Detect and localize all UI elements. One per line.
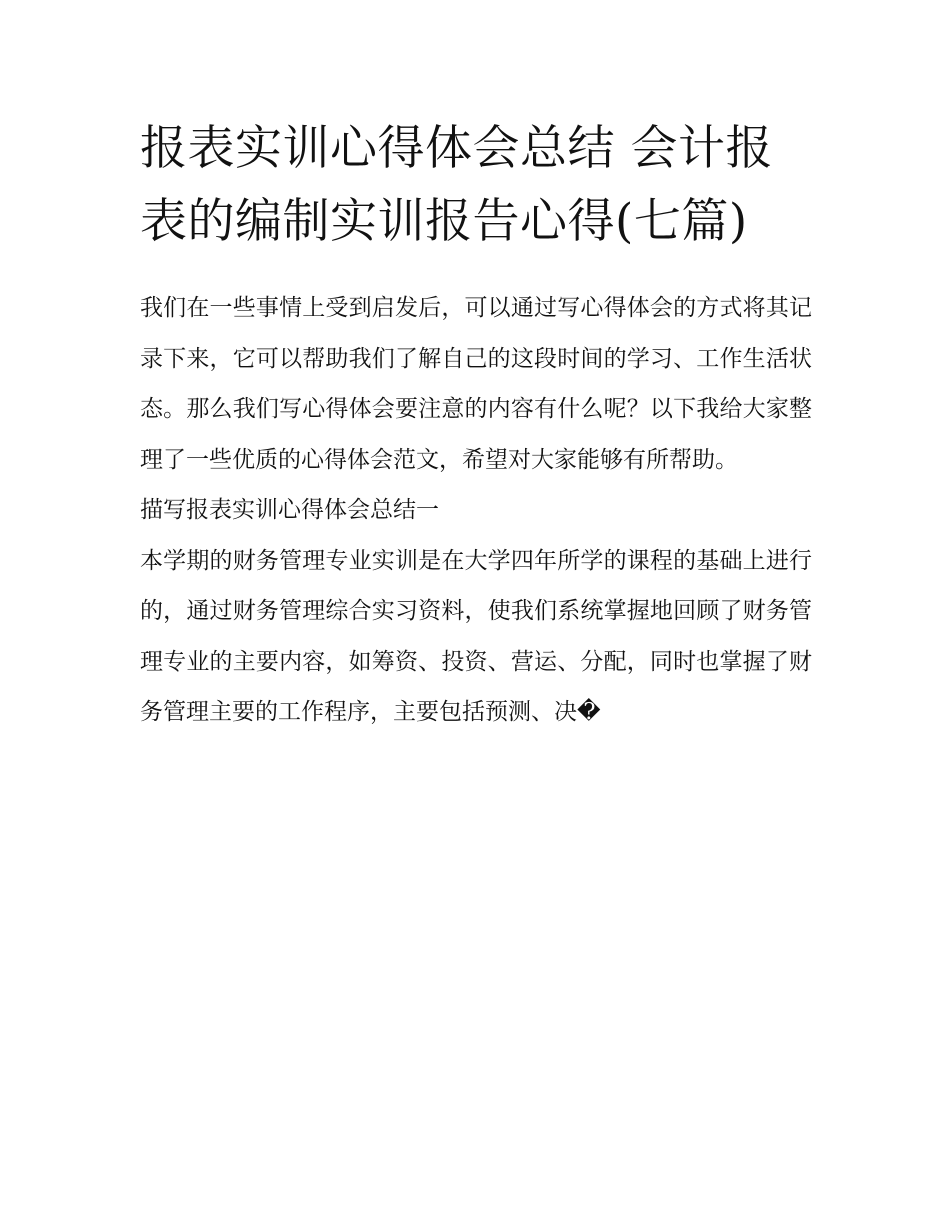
document-content (140, 112, 812, 738)
section-paragraph: 本学期的财务管理专业实训是在大学四年所学的课程的基础上进行的，通过财务管理综合实习资料，使我们系统掌握地回顾了财务管理专业的主要内容，如筹资、投资、营运、分配，同时也掌握了财务管理主要的工作程序，主要包括预测、决� (140, 547, 812, 725)
intro-paragraph: 我们在一些事情上受到启发后，可以通过写心得体会的方式将其记录下来，它可以帮助我们了解自己的这段时间的学习、工作生活状态。那么我们写心得体会要注意的内容有什么呢？以下我给大家整理了一些优质的心得体会范文，希望对大家能够有所帮助。 (140, 295, 812, 473)
document-title: 报表实训心得体会总结 会计报表的编制实训报告心得(七篇) (140, 121, 773, 249)
section-heading: 描写报表实训心得体会总结一 (140, 497, 439, 523)
